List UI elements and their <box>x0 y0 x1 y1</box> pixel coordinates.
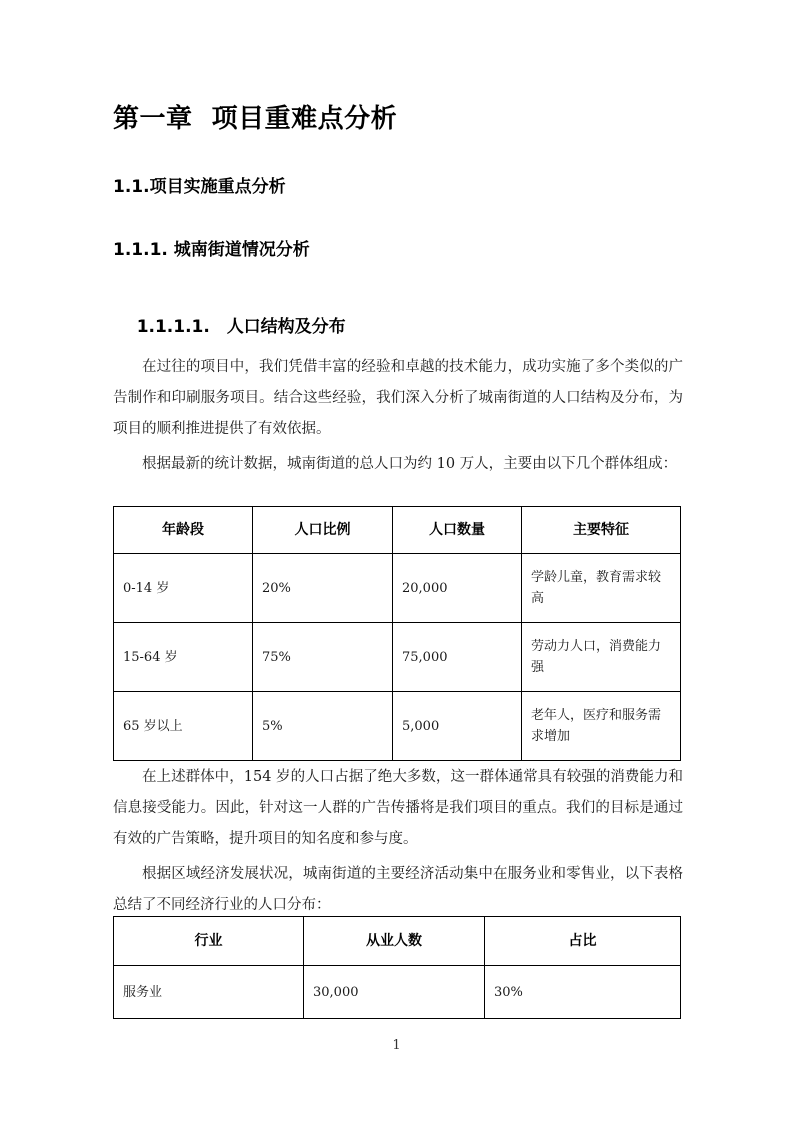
cell-population-ratio: 75% <box>253 623 393 692</box>
cell-population-ratio: 5% <box>253 692 393 761</box>
heading-number: 1.1.1.1. <box>136 317 210 337</box>
cell-population-count: 20,000 <box>393 554 522 623</box>
paragraph-industry-intro: 根据区域经济发展状况，城南街道的主要经济活动集中在服务业和零售业，以下表格总结了不同经济行业的人口分布： <box>113 866 683 913</box>
heading-1-1: 1.1.项目实施重点分析 <box>113 177 286 197</box>
page-number: 1 <box>392 1038 401 1053</box>
column-header-main-traits: 主要特征 <box>522 507 681 554</box>
cell-main-traits: 学龄儿童，教育需求较高 <box>522 554 681 623</box>
cell-main-traits: 劳动力人口，消费能力强 <box>522 623 681 692</box>
column-header-industry: 行业 <box>114 917 304 966</box>
column-header-employee-count: 从业人数 <box>304 917 485 966</box>
paragraph-population-intro: 根据最新的统计数据，城南街道的总人口为约 10 万人，主要由以下几个群体组成： <box>142 456 678 472</box>
heading-label: 人口结构及分布 <box>226 317 346 337</box>
table-row <box>114 966 681 1019</box>
cell-age-group: 65 岁以上 <box>114 692 253 761</box>
industry-distribution-table <box>113 916 681 1019</box>
cell-industry: 服务业 <box>114 966 304 1019</box>
cell-age-group: 0-14 岁 <box>114 554 253 623</box>
cell-population-ratio: 20% <box>253 554 393 623</box>
cell-employee-count: 30,000 <box>304 966 485 1019</box>
cell-main-traits: 老年人，医疗和服务需求增加 <box>522 692 681 761</box>
cell-population-count: 75,000 <box>393 623 522 692</box>
cell-share: 30% <box>485 966 681 1019</box>
table-header-row <box>114 917 681 966</box>
table-row <box>114 623 681 692</box>
table-row <box>114 554 681 623</box>
table-header-row <box>114 507 681 554</box>
heading-1-1-1-1 <box>113 292 346 357</box>
paragraph-experience: 在过往的项目中，我们凭借丰富的经验和卓越的技术能力，成功实施了多个类似的广告制作和印刷服务项目。结合这些经验，我们深入分析了城南街道的人口结构及分布，为项目的顺利推进提供了有效依据。 <box>113 359 683 437</box>
column-header-age-group: 年龄段 <box>114 507 253 554</box>
column-header-population-count: 人口数量 <box>393 507 522 554</box>
column-header-share: 占比 <box>485 917 681 966</box>
table-row <box>114 692 681 761</box>
cell-age-group: 15-64 岁 <box>114 623 253 692</box>
cell-population-count: 5,000 <box>393 692 522 761</box>
population-structure-table <box>113 506 681 761</box>
page-title: 第一章 项目重难点分析 <box>113 104 398 134</box>
paragraph-target-group: 在上述群体中，154 岁的人口占据了绝大多数，这一群体通常具有较强的消费能力和信息接受能力。因此，针对这一人群的广告传播将是我们项目的重点。我们的目标是通过有效的广告策略，提升项目的知名度和参与度。 <box>113 769 683 847</box>
heading-1-1-1: 1.1.1. 城南街道情况分析 <box>113 240 310 260</box>
column-header-population-ratio: 人口比例 <box>253 507 393 554</box>
